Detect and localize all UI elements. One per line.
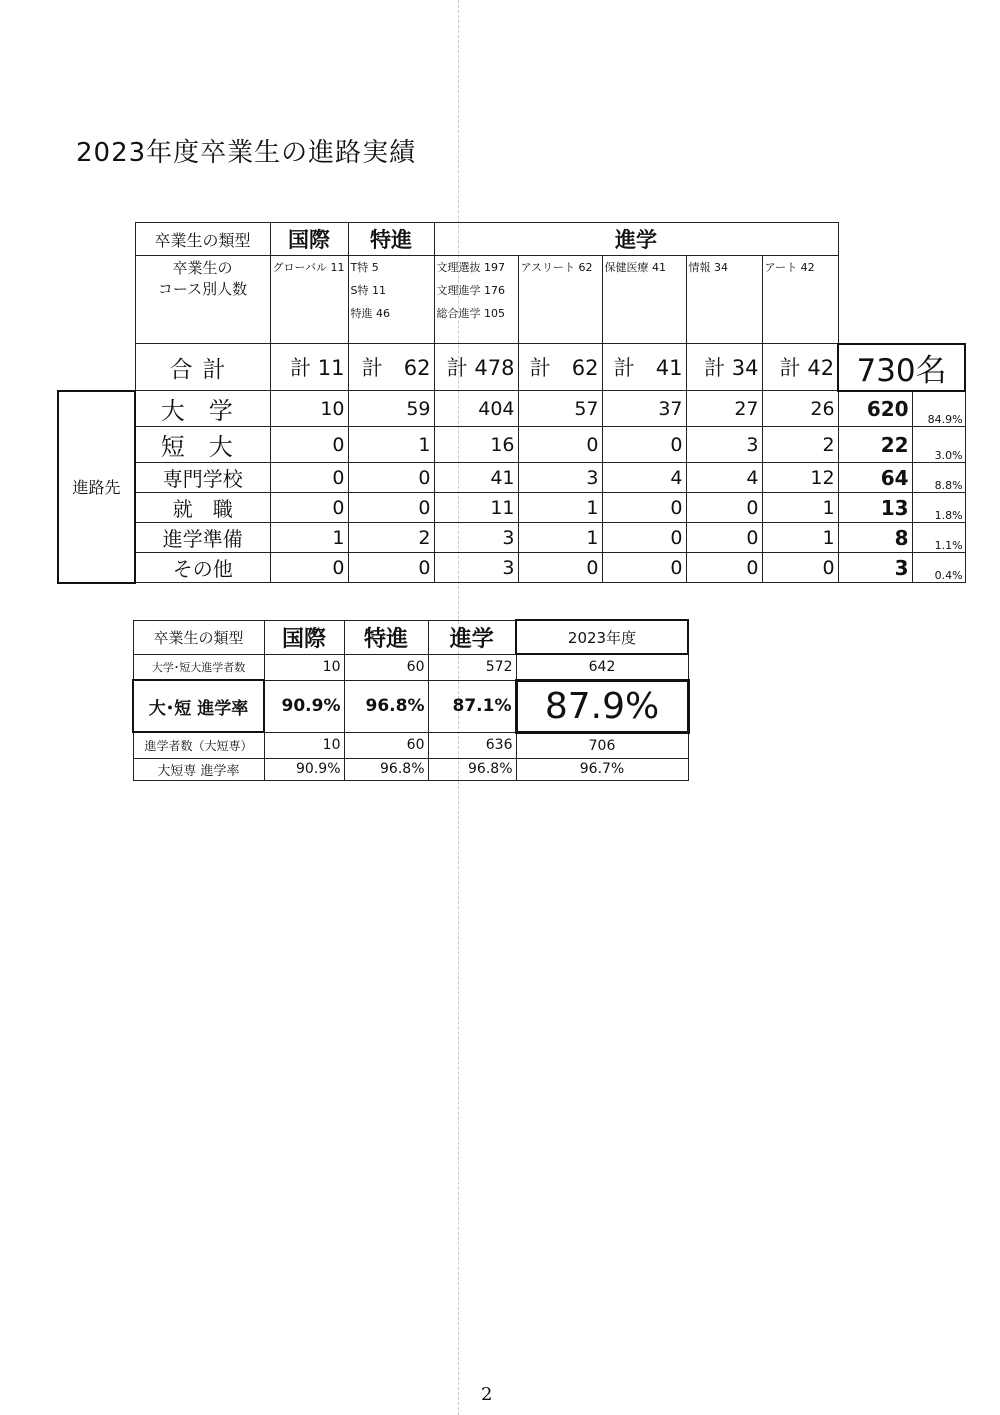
- value-cell: 90.9%: [264, 758, 344, 780]
- total-cell: 642: [516, 654, 688, 680]
- table-row: [58, 427, 965, 463]
- row-label: 大･短 進学率: [133, 680, 264, 732]
- total-cell: 計 42: [762, 344, 838, 391]
- row-label: 短大: [135, 427, 270, 463]
- value-cell: 10: [270, 391, 348, 427]
- total-cell: 計 62: [348, 344, 434, 391]
- value-cell: 0: [270, 493, 348, 523]
- value-cell: 41: [434, 463, 518, 493]
- page-title: 2023年度卒業生の進路実績: [76, 138, 417, 168]
- value-cell: 0: [518, 553, 602, 583]
- value-cell: 0: [686, 553, 762, 583]
- table-row: [58, 493, 965, 523]
- rate-header-row: [133, 620, 688, 654]
- page-number: 2: [481, 1384, 493, 1405]
- row-sum: 3: [838, 553, 912, 583]
- overall-rate: 87.9%: [516, 680, 688, 732]
- type-header-row: [58, 223, 965, 256]
- course-label: 卒業生の コース別人数: [135, 256, 270, 344]
- value-cell: 572: [428, 654, 516, 680]
- row-percent: 8.8%: [912, 463, 965, 493]
- grand-total: 730名: [838, 344, 965, 391]
- value-cell: 3: [518, 463, 602, 493]
- type-tokushin: 特進: [348, 223, 434, 256]
- value-cell: 0: [602, 553, 686, 583]
- value-cell: 59: [348, 391, 434, 427]
- row-label: 進学準備: [135, 523, 270, 553]
- row-label: 就 職: [135, 493, 270, 523]
- row-percent: 1.1%: [912, 523, 965, 553]
- table-row: [58, 391, 965, 427]
- table-row: [58, 523, 965, 553]
- value-cell: 10: [264, 732, 344, 758]
- value-cell: 90.9%: [264, 680, 344, 732]
- value-cell: 0: [602, 523, 686, 553]
- value-cell: 1: [348, 427, 434, 463]
- course-hoken: 保健医療 41: [602, 256, 686, 344]
- total-cell: 計 478: [434, 344, 518, 391]
- row-label: その他: [135, 553, 270, 583]
- row-label: 専門学校: [135, 463, 270, 493]
- value-cell: 60: [344, 732, 428, 758]
- course-kokusai: グローバル 11: [270, 256, 348, 344]
- table-row: [133, 732, 688, 758]
- total-row: [58, 344, 965, 391]
- value-cell: 11: [434, 493, 518, 523]
- value-cell: 96.8%: [428, 758, 516, 780]
- value-cell: 2: [762, 427, 838, 463]
- total-cell: 706: [516, 732, 688, 758]
- value-cell: 1: [270, 523, 348, 553]
- course-art: アート 42: [762, 256, 838, 344]
- total-cell: 計 11: [270, 344, 348, 391]
- row-sum: 64: [838, 463, 912, 493]
- course-joho: 情報 34: [686, 256, 762, 344]
- total-cell: 計 62: [518, 344, 602, 391]
- row-percent: 3.0%: [912, 427, 965, 463]
- type-label: 卒業生の類型: [135, 223, 270, 256]
- value-cell: 4: [602, 463, 686, 493]
- value-cell: 27: [686, 391, 762, 427]
- value-cell: 0: [270, 463, 348, 493]
- row-sum: 8: [838, 523, 912, 553]
- table-row: [133, 758, 688, 780]
- value-cell: 87.1%: [428, 680, 516, 732]
- value-cell: 1: [762, 523, 838, 553]
- value-cell: 0: [762, 553, 838, 583]
- row-label: 大短専 進学率: [133, 758, 264, 780]
- type-kokusai: 国際: [270, 223, 348, 256]
- value-cell: 1: [518, 493, 602, 523]
- row-label: 進学者数（大短専）: [133, 732, 264, 758]
- type-shingaku: 進学: [434, 223, 838, 256]
- value-cell: 0: [270, 427, 348, 463]
- course-bunri: 文理選抜 197 文理進学 176 総合進学 105: [434, 256, 518, 344]
- row-label: 大学･短大進学者数: [133, 654, 264, 680]
- rate-year-label: 2023年度: [516, 620, 688, 654]
- table-row: [58, 463, 965, 493]
- value-cell: 3: [686, 427, 762, 463]
- row-sum: 13: [838, 493, 912, 523]
- value-cell: 404: [434, 391, 518, 427]
- row-percent: 84.9%: [912, 391, 965, 427]
- value-cell: 26: [762, 391, 838, 427]
- rate-type-kokusai: 国際: [264, 620, 344, 654]
- course-tokushin: T特 5 S特 11 特進 46: [348, 256, 434, 344]
- value-cell: 0: [602, 427, 686, 463]
- value-cell: 0: [518, 427, 602, 463]
- row-percent: 0.4%: [912, 553, 965, 583]
- course-athlete: アスリート 62: [518, 256, 602, 344]
- rate-type-shingaku: 進学: [428, 620, 516, 654]
- table-row-highlight: [133, 680, 688, 732]
- total-cell: 計 41: [602, 344, 686, 391]
- value-cell: 16: [434, 427, 518, 463]
- row-sum: 22: [838, 427, 912, 463]
- value-cell: 1: [518, 523, 602, 553]
- total-cell: 96.7%: [516, 758, 688, 780]
- value-cell: 4: [686, 463, 762, 493]
- value-cell: 10: [264, 654, 344, 680]
- value-cell: 60: [344, 654, 428, 680]
- table-row: [133, 654, 688, 680]
- row-label: 大学: [135, 391, 270, 427]
- total-label: 合計: [135, 344, 270, 391]
- value-cell: 636: [428, 732, 516, 758]
- value-cell: 0: [686, 523, 762, 553]
- rate-type-tokushin: 特進: [344, 620, 428, 654]
- value-cell: 1: [762, 493, 838, 523]
- row-percent: 1.8%: [912, 493, 965, 523]
- value-cell: 2: [348, 523, 434, 553]
- value-cell: 0: [686, 493, 762, 523]
- value-cell: 37: [602, 391, 686, 427]
- row-sum: 620: [838, 391, 912, 427]
- career-results-table: [57, 222, 966, 584]
- value-cell: 12: [762, 463, 838, 493]
- value-cell: 0: [348, 553, 434, 583]
- rate-type-label: 卒業生の類型: [133, 620, 264, 654]
- value-cell: 0: [270, 553, 348, 583]
- value-cell: 0: [348, 463, 434, 493]
- value-cell: 0: [602, 493, 686, 523]
- table-row: [58, 553, 965, 583]
- value-cell: 96.8%: [344, 758, 428, 780]
- value-cell: 3: [434, 553, 518, 583]
- total-cell: 計 34: [686, 344, 762, 391]
- course-row: [58, 256, 965, 344]
- value-cell: 96.8%: [344, 680, 428, 732]
- value-cell: 57: [518, 391, 602, 427]
- value-cell: 3: [434, 523, 518, 553]
- advancement-rate-table: [132, 619, 690, 781]
- destination-label: 進路先: [58, 391, 135, 583]
- value-cell: 0: [348, 493, 434, 523]
